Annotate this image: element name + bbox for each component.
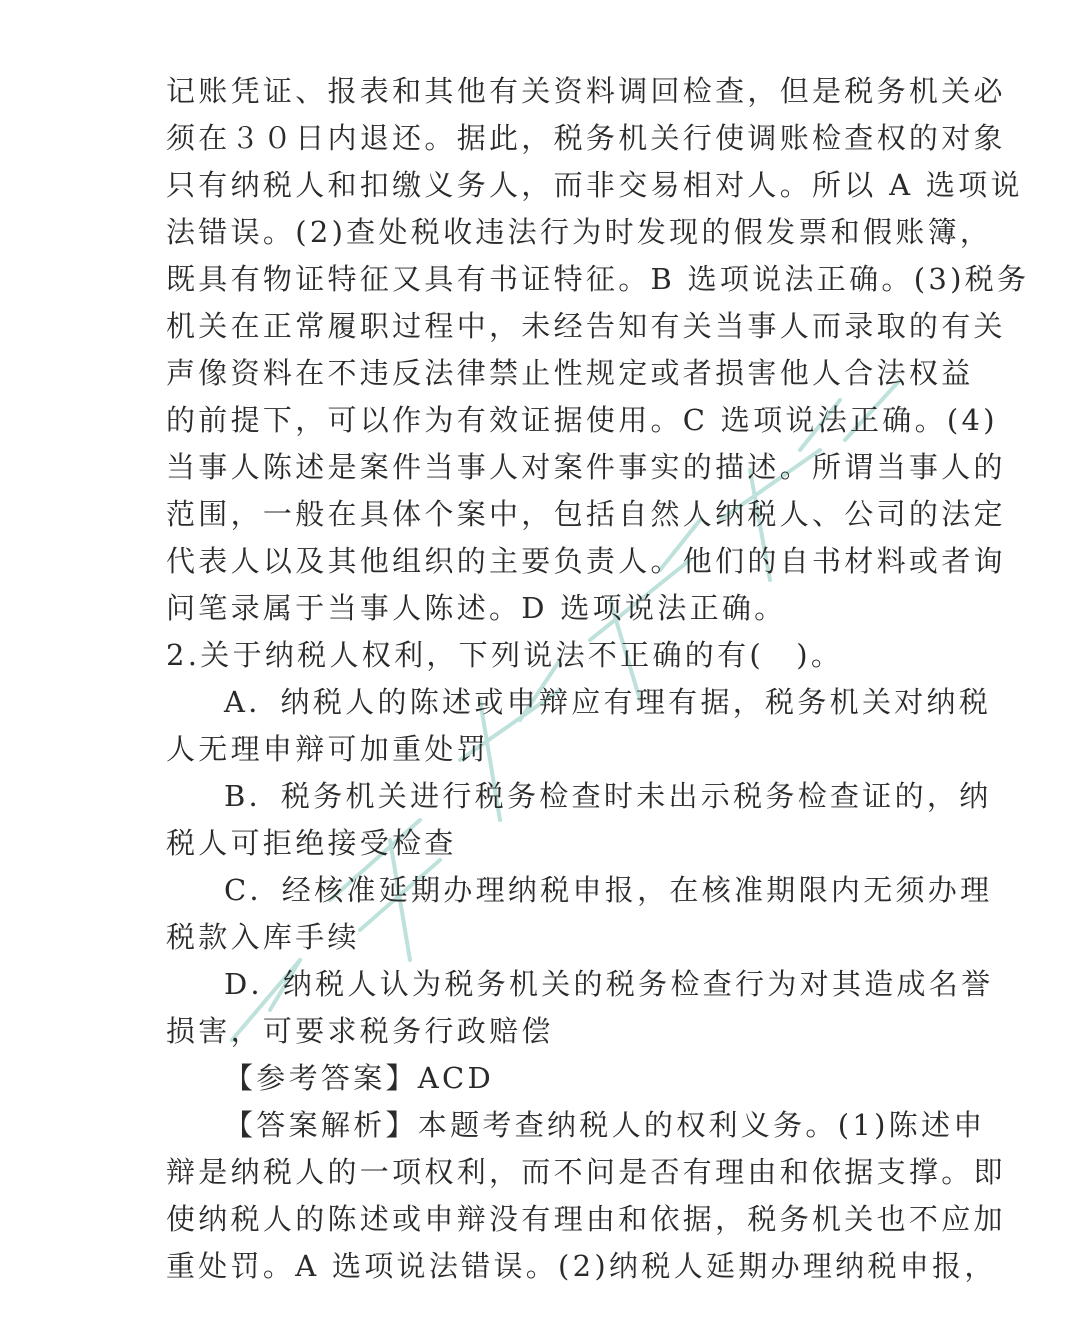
document-text [166, 68, 1030, 1290]
paragraph-line: 当事人陈述是案件当事人对案件事实的描述。所谓当事人的 [166, 450, 1006, 484]
analysis-line: 使纳税人的陈述或申辩没有理由和依据，税务机关也不应加 [166, 1202, 1006, 1236]
paragraph-line: 法错误。(2)查处税收违法行为时发现的假发票和假账簿， [166, 215, 993, 249]
question-title: 2.关于纳税人权利，下列说法不正确的有( )。 [166, 638, 844, 672]
option-d: D．纳税人认为税务机关的税务检查行为对其造成名誉 [224, 967, 994, 1001]
paragraph-line: 只有纳税人和扣缴义务人，而非交易相对人。所以 A 选项说 [166, 168, 1023, 202]
option-a: A．纳税人的陈述或申辩应有理有据，税务机关对纳税 [224, 685, 992, 719]
reference-answer: 【参考答案】ACD [224, 1061, 495, 1095]
paragraph-line: 既具有物证特征又具有书证特征。B 选项说法正确。(3)税务 [166, 262, 1030, 296]
paragraph-line: 的前提下，可以作为有效证据使用。C 选项说法正确。(4) [166, 403, 998, 437]
paragraph-line: 代表人以及其他组织的主要负责人。他们的自书材料或者询 [166, 544, 1006, 578]
option-c-continuation: 税款入库手续 [166, 920, 360, 954]
paragraph-line: 须在３０日内退还。据此，税务机关行使调账检查权的对象 [166, 121, 1006, 155]
option-b-continuation: 税人可拒绝接受检查 [166, 826, 457, 860]
paragraph-line: 声像资料在不违反法律禁止性规定或者损害他人合法权益 [166, 356, 974, 390]
option-c: C．经核准延期办理纳税申报，在核准期限内无须办理 [224, 873, 993, 907]
option-d-continuation: 损害，可要求税务行政赔偿 [166, 1014, 554, 1048]
paragraph-line: 机关在正常履职过程中，未经告知有关当事人而录取的有关 [166, 309, 1006, 343]
option-b: B．税务机关进行税务检查时未出示税务检查证的，纳 [224, 779, 992, 813]
paragraph-line: 记账凭证、报表和其他有关资料调回检查，但是税务机关必 [166, 74, 1006, 108]
option-a-continuation: 人无理申辩可加重处罚 [166, 732, 490, 766]
paragraph-line: 范围，一般在具体个案中，包括自然人纳税人、公司的法定 [166, 497, 1006, 531]
analysis-line: 【答案解析】本题考查纳税人的权利义务。(1)陈述申 [224, 1108, 986, 1142]
analysis-line: 重处罚。A 选项说法错误。(2)纳税人延期办理纳税申报， [166, 1249, 997, 1283]
analysis-line: 辩是纳税人的一项权利，而不问是否有理由和依据支撑。即 [166, 1155, 1006, 1189]
paragraph-line: 问笔录属于当事人陈述。D 选项说法正确。 [166, 591, 787, 625]
